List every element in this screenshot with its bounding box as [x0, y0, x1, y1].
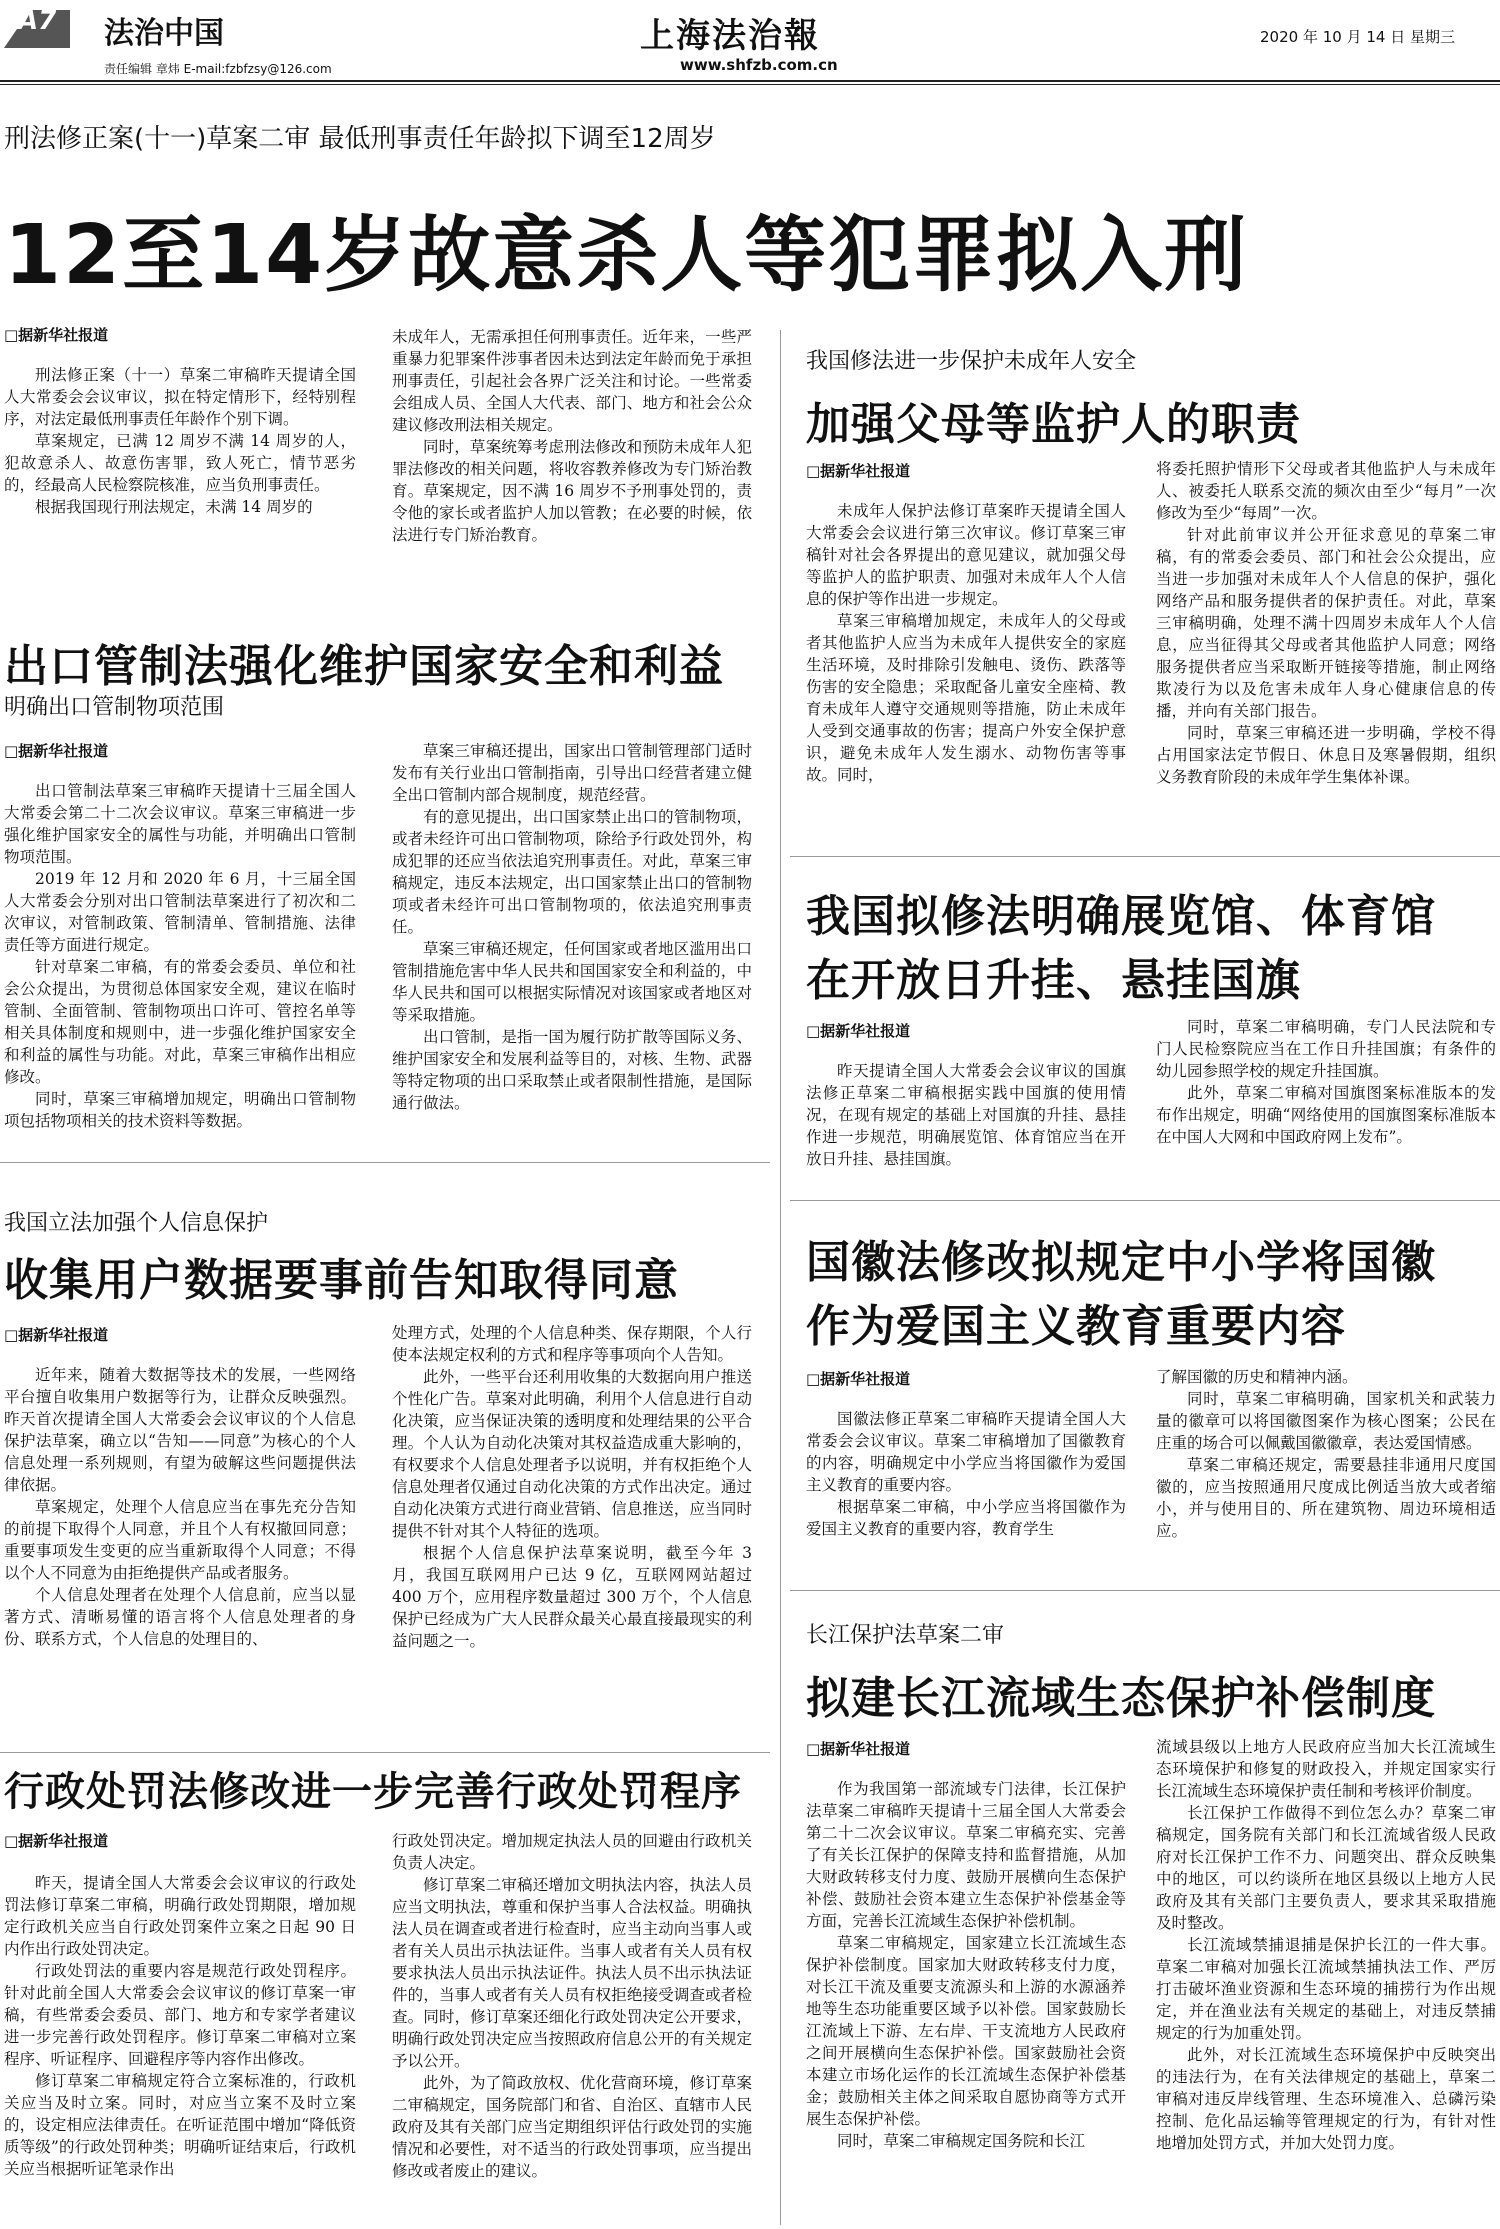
- emblem-column-1: [806, 1408, 1126, 1558]
- lead-byline: □据新华社报道: [4, 326, 109, 344]
- privacy-byline: □据新华社报道: [4, 1326, 109, 1344]
- paragraph: 此外，为了简政放权、优化营商环境，修订草案二审稿规定，国务院部门和省、自治区、直辖市人民政府及其有关部门应当定期组织评估行政处罚的实施情况和必要性，对不适当的行政处罚事项，应当提出修改或者废止的建议。: [392, 2074, 752, 2180]
- paragraph: 行政处罚法的重要内容是规范行政处罚程序。针对此前全国人大常委会会议审议的修订草案一审稿，有些常委会委员、部门、地方和专家学者建议进一步完善行政处罚程序。修订草案二审稿对立案程序、听证程序、回避程序等内容作出修改。: [4, 1962, 356, 2068]
- yangtze-column-1: [806, 1778, 1126, 2224]
- paragraph: 此外，对长江流域生态环境保护中反映突出的违法行为，在有关法律规定的基础上，草案二审稿对违反岸线管理、生态环境准入、总磷污染控制、危化品运输等管理规定的行为，有针对性地增加处罚方式，并加大处罚力度。: [1156, 2046, 1496, 2152]
- flag-headline-line-1: 我国拟修法明确展览馆、体育馆: [806, 891, 1436, 942]
- export-column-2: [392, 740, 752, 1150]
- privacy-column-2: [392, 1322, 752, 1746]
- editor-line: 责任编辑 章炜 E-mail:fzbfzsy@126.com: [104, 62, 332, 76]
- paragraph: 草案规定，已满 12 周岁不满 14 周岁的人，犯故意杀人、故意伤害罪，致人死亡，情节恶劣的，经最高人民检察院核准，应当负刑事责任。: [4, 432, 356, 494]
- privacy-kicker: 我国立法加强个人信息保护: [4, 1211, 269, 1236]
- paragraph: 长江保护工作做得不到位怎么办？草案二审稿规定，国务院有关部门和长江流域省级人民政府对长江保护工作不力、问题突出、群众反映集中的地区，可以约谈所在地区县级以上地方人民政府及其有关部门主要负责人，要求其采取措施及时整改。: [1156, 1804, 1496, 1932]
- paragraph: 针对草案二审稿，有的常委会委员、单位和社会公众提出，为贯彻总体国家安全观，建议在临时管制、全面管制、管制物项出口许可、管控名单等相关具体制度和规则中，进一步强化维护国家安全和利益的属性与功能。对此，草案三审稿作出相应修改。: [4, 958, 356, 1086]
- paragraph: 修订草案二审稿规定符合立案标准的，行政机关应当及时立案。同时，对应当立案不及时立案的，设定相应法律责任。在听证范围中增加“降低资质等级”的行政处罚种类；明确听证结束后，行政机关应当根据听证笔录作出: [4, 2072, 356, 2178]
- paragraph: 有的意见提出，出口国家禁止出口的管制物项，或者未经许可出口管制物项，除给予行政处罚外，构成犯罪的还应当依法追究刑事责任。对此，草案三审稿规定，违反本法规定，出口国家禁止出口的管制物项或者未经许可出口管制物项的，依法追究刑事责任。: [392, 808, 752, 936]
- paragraph: 处理方式，处理的个人信息种类、保存期限，个人行使本法规定权利的方式和程序等事项向个人告知。: [392, 1324, 752, 1364]
- flag-byline: □据新华社报道: [806, 1022, 911, 1040]
- penalty-byline: □据新华社报道: [4, 1832, 109, 1850]
- header-rule: [0, 80, 1500, 82]
- divider: [790, 1200, 1500, 1201]
- divider: [0, 1162, 770, 1163]
- issue-date: 2020 年 10 月 14 日 星期三: [1260, 28, 1455, 46]
- paragraph: 草案三审稿还提出，国家出口管制管理部门适时发布有关行业出口管制指南，引导出口经营者建立健全出口管制内部合规制度，规范经营。: [392, 742, 752, 804]
- paragraph: 根据我国现行刑法规定，未满 14 周岁的: [35, 498, 313, 516]
- paragraph: 修订草案二审稿还增加文明执法内容，执法人员应当文明执法，尊重和保护当事人合法权益。明确执法人员在调查或者进行检查时，应当主动向当事人或者有关人员出示执法证件。当事人或者有关人员有权要求执法人员出示执法证件。执法人员不出示执法证件的，当事人或者有关人员有权拒绝接受调查或者检查。同时，修订草案还细化行政处罚决定公开要求，明确行政处罚决定应当按照政府信息公开的有关规定予以公开。: [392, 1876, 752, 2070]
- website-link[interactable]: www.shfzb.com.cn: [680, 56, 838, 74]
- guardian-column-2: [1156, 458, 1496, 840]
- page-header: [0, 0, 1500, 76]
- yangtze-column-2: [1156, 1736, 1496, 2224]
- masthead: 上海法治報: [640, 16, 820, 56]
- paragraph: 同时，草案二审稿明确，专门人民法院和专门人民检察院应当在工作日升挂国旗；有条件的幼儿园参照学校的规定升挂国旗。: [1156, 1018, 1496, 1080]
- paragraph: 近年来，随着大数据等技术的发展，一些网络平台擅自收集用户数据等行为，让群众反映强烈。昨天首次提请全国人大常委会会议审议的个人信息保护法草案，确立以“告知——同意”为核心的个人信息处理一系列规则，有望为破解这些问题提供法律依据。: [4, 1366, 356, 1494]
- guardian-byline: □据新华社报道: [806, 462, 911, 480]
- paragraph: 同时，草案统筹考虑刑法修改和预防未成年人犯罪法修改的相关问题，将收容教养修改为专门矫治教育。草案规定，因不满 16 周岁不予刑事处罚的，责令他的家长或者监护人加以管教；在必要的时候，依法进行专门矫治教育。: [392, 438, 752, 544]
- paragraph: 2019 年 12 月和 2020 年 6 月，十三届全国人大常委会分别对出口管制法草案进行了初次和二次审议，对管制政策、管制清单、管制措施、法律责任等方面进行规定。: [4, 870, 356, 954]
- privacy-headline: 收集用户数据要事前告知取得同意: [4, 1255, 679, 1306]
- paragraph: 草案三审稿增加规定，未成年人的父母或者其他监护人应当为未成年人提供安全的家庭生活环境，及时排除引发触电、烫伤、跌落等伤害的安全隐患；采取配备儿童安全座椅、教育未成年人遵守交通规则等措施，防止未成年人受到交通事故的伤害；提高户外安全保护意识，避免未成年人发生溺水、动物伤害等事故。同时，: [806, 612, 1126, 784]
- penalty-column-2: [392, 1830, 752, 2224]
- paragraph: 刑法修正案（十一）草案二审稿昨天提请全国人大常委会会议审议，拟在特定情形下，经特别程序，对法定最低刑事责任年龄作个别下调。: [4, 366, 356, 428]
- paragraph: 同时，草案三审稿还进一步明确，学校不得占用国家法定节假日、休息日及寒暑假期，组织义务教育阶段的未成年学生集体补课。: [1156, 724, 1496, 786]
- export-subheadline: 明确出口管制物项范围: [4, 695, 225, 720]
- paragraph: 昨天提请全国人大常委会会议审议的国旗法修正草案二审稿根据实践中国旗的使用情况，在现有规定的基础上对国旗的升挂、悬挂作进一步规范，明确展览馆、体育馆应当在开放日升挂、悬挂国旗。: [806, 1062, 1126, 1168]
- section-title: 法治中国: [104, 16, 224, 51]
- paragraph: 此外，一些平台还利用收集的大数据向用户推送个性化广告。草案对此明确，利用个人信息进行自动化决策，应当保证决策的透明度和处理结果的公平合理。个人认为自动化决策对其权益造成重大影响的，有权要求个人信息处理者予以说明，并有权拒绝个人信息处理者仅通过自动化决策的方式作出决定。通过自动化决策方式进行商业营销、信息推送，应当同时提供不针对其个人特征的选项。: [392, 1368, 752, 1540]
- header-rule-thin: [0, 84, 1500, 85]
- divider: [0, 1752, 770, 1753]
- yangtze-kicker: 长江保护法草案二审: [806, 1623, 1005, 1648]
- penalty-column-1: [4, 1872, 356, 2224]
- flag-column-2: [1156, 1016, 1496, 1190]
- yangtze-headline: 拟建长江流域生态保护补偿制度: [806, 1673, 1436, 1724]
- paragraph: 根据草案二审稿，中小学应当将国徽作为爱国主义教育的重要内容，教育学生: [806, 1498, 1126, 1538]
- paragraph: 了解国徽的历史和精神内涵。: [1156, 1368, 1358, 1386]
- paragraph: 草案三审稿还规定，任何国家或者地区滥用出口管制措施危害中华人民共和国国家安全和利益的，中华人民共和国可以根据实际情况对该国家或者地区对等采取措施。: [392, 940, 752, 1024]
- paragraph: 昨天，提请全国人大常委会会议审议的行政处罚法修订草案二审稿，明确行政处罚期限，增加规定行政机关应当自行政处罚案件立案之日起 90 日内作出行政处罚决定。: [4, 1874, 356, 1958]
- lead-column-1: [4, 364, 356, 586]
- paragraph: 根据个人信息保护法草案说明，截至今年 3 月，我国互联网用户已达 9 亿，互联网网站超过 400 万个，应用程序数量超过 300 万个，个人信息保护已经成为广大人民群众最关心最直接最现实的利益问题之一。: [392, 1544, 752, 1650]
- flag-headline-line-2: 在开放日升挂、悬挂国旗: [806, 955, 1301, 1006]
- paragraph: 行政处罚决定。增加规定执法人员的回避由行政机关负责人决定。: [392, 1832, 752, 1872]
- paragraph: 出口管制，是指一国为履行防扩散等国际义务、维护国家安全和发展利益等目的，对核、生物、武器等特定物项的出口采取禁止或者限制性措施，是国际通行做法。: [392, 1028, 752, 1112]
- paragraph: 未成年人，无需承担任何刑事责任。近年来，一些严重暴力犯罪案件涉事者因未达到法定年龄而免于承担刑事责任，引起社会各界广泛关注和讨论。一些常委会组成人员、全国人大代表、部门、地方和社会公众建议修改刑法相关规定。: [392, 328, 752, 434]
- paragraph: 长江流域禁捕退捕是保护长江的一件大事。草案二审稿对加强长江流域禁捕执法工作、严厉打击破坏渔业资源和生态环境的捕捞行为作出规定，并在渔业法有关规定的基础上，对违反禁捕规定的行为加重处罚。: [1156, 1936, 1496, 2042]
- divider: [790, 856, 1500, 857]
- guardian-column-1: [806, 500, 1126, 840]
- paragraph: 出口管制法草案三审稿昨天提请十三届全国人大常委会第二十二次会议审议。草案三审稿进一步强化维护国家安全的属性与功能，并明确出口管制物项范围。: [4, 782, 356, 866]
- paragraph: 个人信息处理者在处理个人信息前，应当以显著方式、清晰易懂的语言将个人信息处理者的身份、联系方式，个人信息的处理目的、: [4, 1586, 356, 1648]
- paragraph: 草案规定，处理个人信息应当在事先充分告知的前提下取得个人同意，并且个人有权撤回同意；重要事项发生变更的应当重新取得个人同意；不得以个人不同意为由拒绝提供产品或者服务。: [4, 1498, 356, 1582]
- paragraph: 草案二审稿还规定，需要悬挂非通用尺度国徽的，应当按照通用尺度成比例适当放大或者缩小，并与使用目的、所在建筑物、周边环境相适应。: [1156, 1456, 1496, 1540]
- paragraph: 未成年人保护法修订草案昨天提请全国人大常委会会议进行第三次审议。修订草案三审稿针对社会各界提出的意见建议，就加强父母等监护人的监护职责、加强对未成年人个人信息的保护等作出进一步规定。: [806, 502, 1126, 608]
- lead-kicker: 刑法修正案(十一)草案二审 最低刑事责任年龄拟下调至12周岁: [4, 124, 716, 154]
- paragraph: 针对此前审议并公开征求意见的草案二审稿，有的常委会委员、部门和社会公众提出，应当进一步加强对未成年人个人信息的保护，强化网络产品和服务提供者的保护责任。对此，草案三审稿明确，处理不满十四周岁未成年人个人信息，应当征得其父母或者其他监护人同意；网络服务提供者应当采取断开链接等措施，制止网络欺凌行为以及危害未成年人身心健康信息的传播，并向有关部门报告。: [1156, 526, 1496, 720]
- flag-column-1: [806, 1060, 1126, 1190]
- lead-column-2: [392, 326, 752, 588]
- lead-headline: 12至14岁故意杀人等犯罪拟入刑: [4, 208, 1249, 303]
- export-byline: □据新华社报道: [4, 742, 109, 760]
- privacy-column-1: [4, 1364, 356, 1744]
- paragraph: 同时，草案三审稿增加规定，明确出口管制物项包括物项相关的技术资料等数据。: [4, 1090, 356, 1130]
- guardian-kicker: 我国修法进一步保护未成年人安全: [806, 349, 1137, 374]
- page-number: A7: [18, 6, 57, 36]
- divider: [790, 1590, 1500, 1591]
- paragraph: 此外，草案二审稿对国旗图案标准版本的发布作出规定，明确“网络使用的国旗图案标准版本在中国人大网和中国政府网上发布”。: [1156, 1084, 1496, 1146]
- paragraph: 国徽法修正草案二审稿昨天提请全国人大常委会会议审议。草案二审稿增加了国徽教育的内容，明确规定中小学应当将国徽作为爱国主义教育的重要内容。: [806, 1410, 1126, 1494]
- export-column-1: [4, 780, 356, 1150]
- emblem-column-2: [1156, 1366, 1496, 1558]
- paragraph: 同时，草案二审稿规定国务院和长江: [837, 2132, 1086, 2150]
- emblem-headline-line-2: 作为爱国主义教育重要内容: [806, 1301, 1346, 1352]
- penalty-headline: 行政处罚法修改进一步完善行政处罚程序: [4, 1769, 742, 1815]
- paragraph: 同时，草案二审稿明确，国家机关和武装力量的徽章可以将国徽图案作为核心图案；公民在庄重的场合可以佩戴国徽徽章，表达爱国情感。: [1156, 1390, 1496, 1452]
- paragraph: 草案二审稿规定，国家建立长江流域生态保护补偿制度。国家加大财政转移支付力度，对长江干流及重要支流源头和上游的水源涵养地等生态功能重要区域予以补偿。国家鼓励长江流域上下游、左右岸、干支流地方人民政府之间开展横向生态保护补偿。国家鼓励社会资本建立市场化运作的长江流域生态保护补偿基金；鼓励相关主体之间采取自愿协商等方式开展生态保护补偿。: [806, 1934, 1126, 2128]
- paragraph: 将委托照护情形下父母或者其他监护人与未成年人、被委托人联系交流的频次由至少“每月”一次修改为至少“每周”一次。: [1156, 460, 1496, 522]
- emblem-byline: □据新华社报道: [806, 1370, 911, 1388]
- emblem-headline-line-1: 国徽法修改拟规定中小学将国徽: [806, 1237, 1436, 1288]
- paragraph: 作为我国第一部流域专门法律，长江保护法草案二审稿昨天提请十三届全国人大常委会第二十二次会议审议。草案二审稿充实、完善了有关长江保护的保障支持和监督措施，从加大财政转移支付力度、鼓励开展横向生态保护补偿、鼓励社会资本建立生态保护补偿基金等方面，完善长江流域生态保护补偿机制。: [806, 1780, 1126, 1930]
- export-headline: 出口管制法强化维护国家安全和利益: [4, 641, 724, 692]
- column-separator: [780, 330, 781, 2225]
- guardian-headline: 加强父母等监护人的职责: [806, 399, 1301, 450]
- paragraph: 流域县级以上地方人民政府应当加大长江流域生态环境保护和修复的财政投入，并规定国家实行长江流域生态环境保护责任制和考核评价制度。: [1156, 1738, 1496, 1800]
- yangtze-byline: □据新华社报道: [806, 1740, 911, 1758]
